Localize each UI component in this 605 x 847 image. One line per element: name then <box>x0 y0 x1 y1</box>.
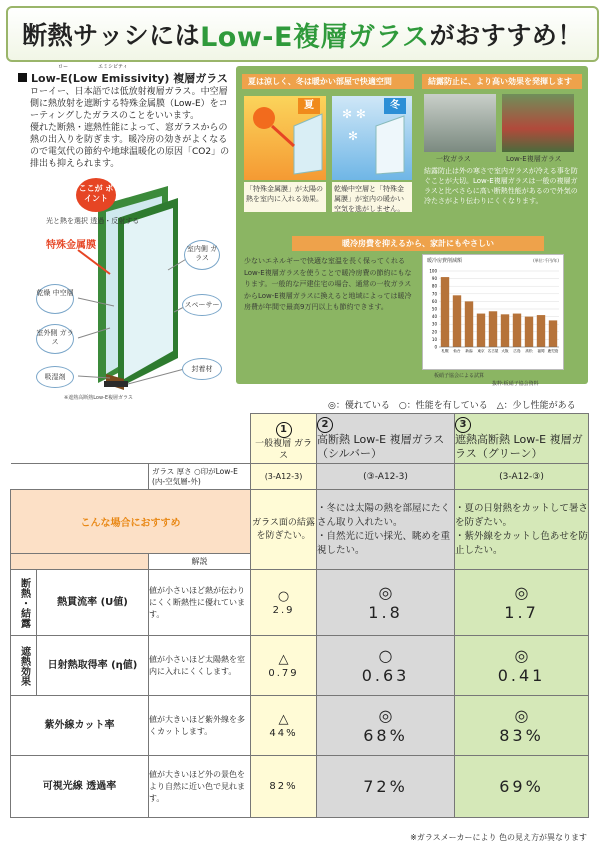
row1-explanation: 値が小さいほど熱が伝わりにくく断熱性に優れています。 <box>149 570 251 636</box>
row2-explanation: 値が小さいほど太陽熱を室内に入れにくくします。 <box>149 636 251 696</box>
row2-col1-value: 0.79 <box>268 668 299 679</box>
chart-unit: (単位:千円/年) <box>533 258 559 263</box>
row1-col3-rating: ◎ <box>514 583 529 602</box>
row2-col1-rating: △ <box>278 652 289 667</box>
photo-single-glass <box>424 94 496 152</box>
col3-number: 3 <box>455 417 471 433</box>
x-tick-label: 東京 <box>477 349 485 353</box>
row1-category: 断熱・結露 <box>11 570 37 636</box>
row3-col2 <box>317 696 455 756</box>
savings-chart <box>422 254 564 370</box>
chart-bar <box>537 315 545 347</box>
chart-bar <box>441 277 449 347</box>
svg-text:✻: ✻ <box>348 129 359 143</box>
spec-label <box>149 464 251 490</box>
col3-recommend-b: ・紫外線をカットし色あせを防止したい。 <box>455 530 588 556</box>
chart-bar <box>489 311 497 347</box>
col1-recommend: ガラス面の結露を防ぎたい。 <box>251 490 317 570</box>
intro-heading <box>18 70 228 86</box>
special-film-main: 特殊金属膜 <box>46 240 96 251</box>
col2-header <box>317 414 455 464</box>
spec-label-a: ガラス 厚さ <box>152 466 192 476</box>
intro-body <box>30 86 230 170</box>
square-bullet-icon <box>18 73 27 82</box>
col3-recommend-a: ・夏の日射熱をカットして暑さを防ぎたい。 <box>455 502 588 528</box>
x-tick-label: 鹿児島 <box>547 349 559 353</box>
condensation-text: 結露防止は外の寒さで室内ガラスが冷える事を防ぐことが大切。Low-E複層ガラスは一般の複層ガラスと比べさらに高い断熱性能があるので外気の冷たさがより伝わりにくくなります。 <box>424 167 578 205</box>
point-badge: ここが ポイント <box>76 178 116 212</box>
col3-recommend <box>455 490 589 570</box>
chart-plot <box>423 263 565 371</box>
title-pre: 断熱サッシには <box>22 21 201 50</box>
ruby-emissivity: エミシビティ <box>98 64 128 70</box>
x-tick-label: 広島 <box>513 349 521 353</box>
col2-name: 高断熱 Low-E 複層ガラス（シルバー） <box>317 432 445 460</box>
row3-col3-rating: ◎ <box>514 706 529 725</box>
x-tick-label: 高松 <box>525 349 533 353</box>
footnote: ※ガラスメーカーにより 色の見え方が異なります <box>410 833 587 842</box>
row1-col1-rating: ○ <box>277 589 290 604</box>
col1-spec: (3-A12-3) <box>251 464 317 490</box>
row3-col3 <box>455 696 589 756</box>
row3-col1 <box>251 696 317 756</box>
row4-col1 <box>251 756 317 818</box>
chart-source: 抜粋:板硝子協会資料 <box>492 381 539 387</box>
y-tick-label: 90 <box>431 276 437 282</box>
row3-col2-rating: ◎ <box>378 706 393 725</box>
row2-col2 <box>317 636 455 696</box>
y-tick-label: 40 <box>431 314 437 320</box>
chart-bar <box>477 314 485 347</box>
label-outdoor-glass: 室外側 ガラス <box>36 329 74 346</box>
title-post: がおすすめ！ <box>429 21 583 50</box>
row2-col3 <box>455 636 589 696</box>
x-tick-label: 新潟 <box>465 349 473 353</box>
row2-category: 遮熱効果 <box>11 636 37 696</box>
special-film-label: 光と熱を選択 透過・反射する <box>46 217 140 225</box>
row4-col2 <box>317 756 455 818</box>
col2-recommend <box>317 490 455 570</box>
y-tick-label: 100 <box>429 268 437 274</box>
intro-paragraph-1: ローイー、日本語では低放射複層ガラス。中空層側に熱放射を遮断する特殊金属膜（Low-E）をコーティングしたガラスのことをいいます。 <box>30 87 228 121</box>
label-spacer: スペーサー <box>184 301 220 309</box>
row4-col3-value: 69% <box>499 777 544 796</box>
row4-metric: 可視光線 透過率 <box>11 756 149 818</box>
row1-col1-value: 2.9 <box>272 605 295 616</box>
col2-number: 2 <box>317 417 333 433</box>
summer-tag: 夏 <box>298 98 320 114</box>
label-indoor-glass: 室内側 ガラス <box>186 245 218 262</box>
x-tick-label: 福岡 <box>537 349 545 353</box>
col3-header <box>455 414 589 464</box>
col2-recommend-a: ・冬には太陽の熱を部屋にたくさん取り入れたい。 <box>317 502 451 528</box>
chart-note: 板硝子協会による試算 <box>434 373 485 379</box>
row1-col1 <box>251 570 317 636</box>
glass-illustration <box>18 178 228 403</box>
col3-spec: (3-A12-③) <box>455 464 589 490</box>
y-tick-label: 10 <box>431 336 437 342</box>
row1-col2-value: 1.8 <box>368 603 403 622</box>
glass-caption: ※遮熱高断熱Low-E複層ガラス <box>64 395 133 401</box>
row1-metric: 熱貫流率 (U値) <box>37 570 149 636</box>
photo-lowe-caption: Low-E複層ガラス <box>506 155 562 163</box>
winter-tag: 冬 <box>384 98 406 114</box>
col1-header <box>251 414 317 464</box>
col1-number: 1 <box>276 422 292 438</box>
label-sealant: 封着材 <box>191 365 213 373</box>
chart-bar <box>549 320 557 347</box>
x-tick-label: 大阪 <box>501 349 509 353</box>
title-lowe: Low-E複層ガラス <box>200 21 430 53</box>
row4-col3 <box>455 756 589 818</box>
row2-col1 <box>251 636 317 696</box>
kaisetsu-blank <box>11 554 149 570</box>
panel-head-condensation: 結露防止に、より高い効果を発揮します <box>422 74 582 89</box>
chart-bar <box>453 295 461 347</box>
y-tick-label: 0 <box>434 344 437 350</box>
row2-metric: 日射熱取得率 (η値) <box>37 636 149 696</box>
label-dry-layer: 乾燥 中空層 <box>36 289 74 297</box>
label-desiccant: 吸湿剤 <box>44 373 66 381</box>
winter-text: 乾燥中空層と「特殊金属膜」が室内の暖かい空気を逃がしません。 <box>332 182 412 212</box>
col3-name: 遮熱高断熱 Low-E 複層ガラス（グリーン） <box>455 432 583 460</box>
spec-blank <box>11 464 149 490</box>
x-tick-label: 札幌 <box>441 349 449 353</box>
col2-spec: (③-A12-3) <box>317 464 455 490</box>
row3-col3-value: 83% <box>499 726 544 745</box>
chart-bar <box>525 317 533 347</box>
row1-col3 <box>455 570 589 636</box>
panel-head-savings: 暖冷房費を抑えるから、家計にもやさしい <box>292 236 544 251</box>
y-tick-label: 70 <box>431 291 437 297</box>
chart-title: 暖冷房費削減額 <box>427 258 463 264</box>
photo-lowe-glass <box>502 94 574 152</box>
row3-metric: 紫外線カット率 <box>11 696 149 756</box>
intro-heading-text: Low-E(Low Emissivity) 複層ガラス <box>31 72 228 85</box>
col2-recommend-b: ・自然光に近い採光、眺めを重視したい。 <box>317 530 451 556</box>
row1-col3-value: 1.7 <box>504 603 539 622</box>
row4-col1-value: 82% <box>269 781 298 792</box>
row2-col2-rating: ○ <box>378 646 393 665</box>
row4-col2-value: 72% <box>363 777 408 796</box>
x-tick-label: 名古屋 <box>487 349 499 353</box>
y-tick-label: 30 <box>431 321 437 327</box>
x-tick-label: 仙台 <box>453 349 461 353</box>
rating-legend: ◎：優れている ○：性能を有している △：少し性能がある <box>328 401 576 411</box>
recommend-label: こんな場合におすすめ <box>11 490 251 554</box>
svg-text:✻ ✻: ✻ ✻ <box>342 107 366 121</box>
row4-explanation: 値が大きいほど外の景色をより自然に近い色で見れます。 <box>149 756 251 818</box>
chart-bar <box>465 301 473 347</box>
kaisetsu-label: 解説 <box>149 554 251 570</box>
spec-label-b: ○印がLow-E (内-空気層-外) <box>152 466 238 486</box>
comparison-table-body <box>10 413 589 818</box>
panel-head-comfort: 夏は涼しく、冬は暖かい部屋で快適空間 <box>242 74 414 89</box>
page-title-banner <box>6 6 599 62</box>
y-tick-label: 50 <box>431 306 437 312</box>
ruby-low: ロー <box>58 64 69 70</box>
y-tick-label: 80 <box>431 283 437 289</box>
intro-paragraph-2: 優れた断熱・遮熱性能によって、窓ガラスからの熱の出入りを防ぎます。暖冷房の効きがよくなるので電気代の節約や地球温暖化の原因「CO2」の排出も抑えられます。 <box>30 123 230 169</box>
row2-col3-rating: ◎ <box>514 646 529 665</box>
row1-col2 <box>317 570 455 636</box>
row1-col2-rating: ◎ <box>378 583 393 602</box>
y-tick-label: 20 <box>431 329 437 335</box>
y-tick-label: 60 <box>431 298 437 304</box>
chart-bar <box>501 314 509 347</box>
savings-text: 少ないエネルギーで快適な室温を長く保ってくれるLow-E複層ガラスを使うことで暖冷房費の節約にもなります。一般的な戸建住宅の場合、通常の一枚ガラスからLow-E複層ガラスに換えると地域によっては暖冷房費が年間で最高9万円以上も節約できます。 <box>244 257 412 311</box>
row3-col2-value: 68% <box>363 726 408 745</box>
row2-col2-value: 0.63 <box>361 666 410 685</box>
row3-col1-rating: △ <box>278 712 289 727</box>
row3-col1-value: 44% <box>269 728 298 739</box>
row3-explanation: 値が大きいほど紫外線を多くカットします。 <box>149 696 251 756</box>
chart-bar <box>513 314 521 347</box>
col1-name: 一般複層 ガラス <box>255 438 312 461</box>
table-corner-cell <box>11 414 251 464</box>
summer-text: 「特殊金属膜」が太陽の熱を室内に入れる効果。 <box>244 182 326 212</box>
photo-single-caption: 一枚ガラス <box>436 155 471 163</box>
row2-col3-value: 0.41 <box>497 666 546 685</box>
benefits-panel <box>236 66 588 387</box>
